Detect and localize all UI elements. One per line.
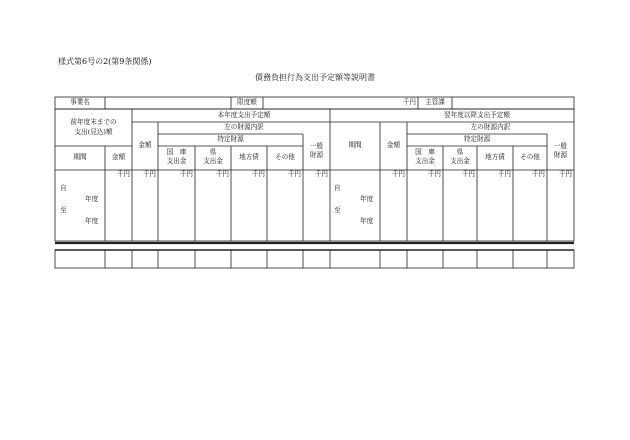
current-general-unit: 千円 bbox=[314, 170, 328, 178]
next-national-label-2: 支出金 bbox=[415, 157, 435, 165]
next-other-unit: 千円 bbox=[531, 170, 545, 178]
current-national-label-1: 国 庫 bbox=[166, 148, 187, 156]
left-period-label: 期間 bbox=[73, 153, 87, 161]
left-amount-label: 金額 bbox=[111, 153, 126, 161]
next-year-title: 翌年度以降支出予定額 bbox=[444, 111, 510, 119]
limit-unit: 千円 bbox=[402, 98, 416, 106]
next-special-label: 特定財源 bbox=[463, 135, 491, 143]
current-prefecture-label-2: 支出金 bbox=[203, 157, 223, 165]
current-amount-label: 金額 bbox=[138, 141, 152, 149]
current-general-label-2: 財源 bbox=[309, 151, 324, 159]
next-other-label: その他 bbox=[520, 153, 540, 161]
next-amount-unit: 千円 bbox=[391, 170, 405, 178]
left-period-from-year: 年度 bbox=[85, 195, 99, 203]
next-local-bond-unit: 千円 bbox=[497, 170, 511, 178]
next-period-label: 期間 bbox=[348, 141, 362, 149]
next-period-to: 至 bbox=[334, 206, 341, 214]
prior-expense-label-1: 前年度末までの bbox=[70, 118, 117, 126]
left-period-to: 至 bbox=[60, 206, 67, 214]
prior-expense-label-2: 支出(見込)額 bbox=[74, 128, 113, 136]
next-period-from-year: 年度 bbox=[360, 195, 374, 203]
current-special-label: 特定財源 bbox=[217, 135, 244, 143]
current-amount-unit: 千円 bbox=[142, 170, 156, 178]
current-other-label: その他 bbox=[275, 153, 295, 161]
left-period-from: 自 bbox=[60, 184, 67, 192]
next-national-unit: 千円 bbox=[427, 170, 441, 178]
next-amount-label: 金額 bbox=[386, 141, 401, 149]
current-prefecture-label-1: 県 bbox=[209, 148, 217, 156]
next-prefecture-label-1: 県 bbox=[456, 148, 464, 156]
next-period-to-year: 年度 bbox=[360, 217, 374, 225]
next-local-bond-label: 地方債 bbox=[485, 153, 505, 161]
next-national-label-1: 国 庫 bbox=[415, 148, 435, 156]
current-other-unit: 千円 bbox=[287, 170, 301, 178]
next-prefecture-unit: 千円 bbox=[461, 170, 475, 178]
current-local-bond-label: 地方債 bbox=[239, 153, 259, 161]
left-period-to-year: 年度 bbox=[85, 217, 99, 225]
next-general-label-2: 財源 bbox=[553, 151, 568, 159]
form-title: 債務負担行為支出予定額等説明書 bbox=[255, 73, 375, 82]
next-general-label-1: 一般 bbox=[553, 142, 568, 150]
left-amount-unit: 千円 bbox=[116, 170, 130, 178]
project-name-label: 事業名 bbox=[70, 98, 90, 106]
current-local-bond-unit: 千円 bbox=[251, 170, 265, 178]
current-breakdown-label: 左の財源内訳 bbox=[224, 123, 264, 131]
next-period-from: 自 bbox=[334, 184, 341, 192]
form-number: 様式第6号の2(第9条関係) bbox=[58, 57, 152, 66]
current-year-title: 本年度支出予定額 bbox=[217, 111, 271, 119]
current-prefecture-unit: 千円 bbox=[215, 170, 229, 178]
next-breakdown-label: 左の財源内訳 bbox=[470, 123, 511, 131]
current-national-unit: 千円 bbox=[179, 170, 193, 178]
department-label: 主管課 bbox=[425, 98, 445, 106]
next-prefecture-label-2: 支出金 bbox=[450, 157, 470, 165]
current-national-label-2: 支出金 bbox=[166, 157, 187, 165]
limit-label: 限度額 bbox=[237, 98, 257, 106]
current-general-label-1: 一般 bbox=[309, 142, 324, 150]
next-general-unit: 千円 bbox=[558, 170, 572, 178]
